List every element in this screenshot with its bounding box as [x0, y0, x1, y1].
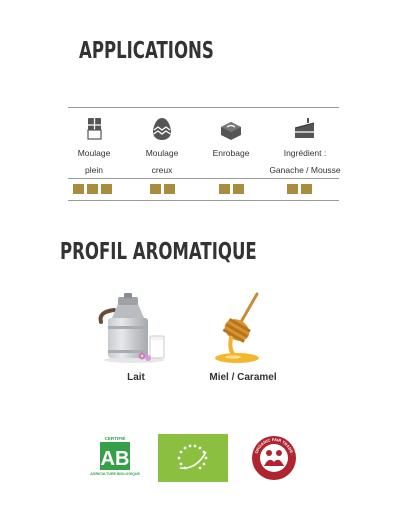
application-label-line2: Ganache / Mousse	[269, 165, 341, 175]
coated-bonbon-icon	[218, 116, 244, 142]
fair-trade-logo-text: ORGANIC FAIR TRADE ·	[253, 436, 295, 457]
application-moulage-creux	[128, 116, 196, 179]
application-label-line1: Ingrédient :	[283, 148, 327, 158]
applications-title: APPLICATIONS	[79, 38, 214, 64]
aroma-miel-caramel	[203, 292, 283, 383]
application-ingredient	[263, 116, 347, 179]
level-indicator-ingredient	[287, 184, 312, 194]
fair-trade-logo	[251, 434, 297, 482]
chocolate-egg-icon	[149, 116, 175, 142]
level-indicator-moulage-creux	[150, 184, 175, 194]
level-square	[233, 184, 244, 194]
level-square	[87, 184, 98, 194]
level-square	[301, 184, 312, 194]
level-square	[73, 184, 84, 194]
level-indicator-moulage-plein	[73, 184, 112, 194]
application-enrobage	[197, 116, 265, 162]
level-square	[101, 184, 112, 194]
ab-logo-bottom-text: AGRICULTURE BIOLOGIQUE	[90, 472, 140, 476]
application-label-line1: Moulage	[145, 148, 179, 158]
level-square	[150, 184, 161, 194]
level-square	[287, 184, 298, 194]
level-square	[164, 184, 175, 194]
profil-aromatique-title: PROFIL AROMATIQUE	[60, 239, 257, 265]
application-label-line2: creux	[151, 165, 173, 175]
level-square	[219, 184, 230, 194]
application-label-line1: Enrobage	[212, 148, 250, 158]
aroma-lait	[96, 292, 176, 383]
table-bottom-divider	[68, 200, 339, 201]
level-indicator-enrobage	[219, 184, 244, 194]
eu-organic-logo	[158, 434, 228, 482]
application-label-line2: plein	[85, 165, 103, 175]
chocolate-bar-icon	[81, 116, 107, 142]
ab-logo-letters: AB	[100, 448, 130, 470]
aroma-label: Lait	[127, 372, 145, 383]
cake-slice-icon	[292, 116, 318, 142]
application-moulage-plein	[60, 116, 128, 179]
aroma-label: Miel / Caramel	[209, 372, 277, 383]
table-middle-divider	[68, 178, 339, 179]
ab-certification-logo	[90, 434, 140, 482]
honey-dipper-icon	[203, 292, 283, 364]
ab-logo-top-text: CERTIFIÉ	[104, 436, 126, 441]
table-top-divider	[68, 107, 339, 108]
milk-can-icon	[96, 292, 176, 364]
application-label-line1: Moulage	[77, 148, 111, 158]
